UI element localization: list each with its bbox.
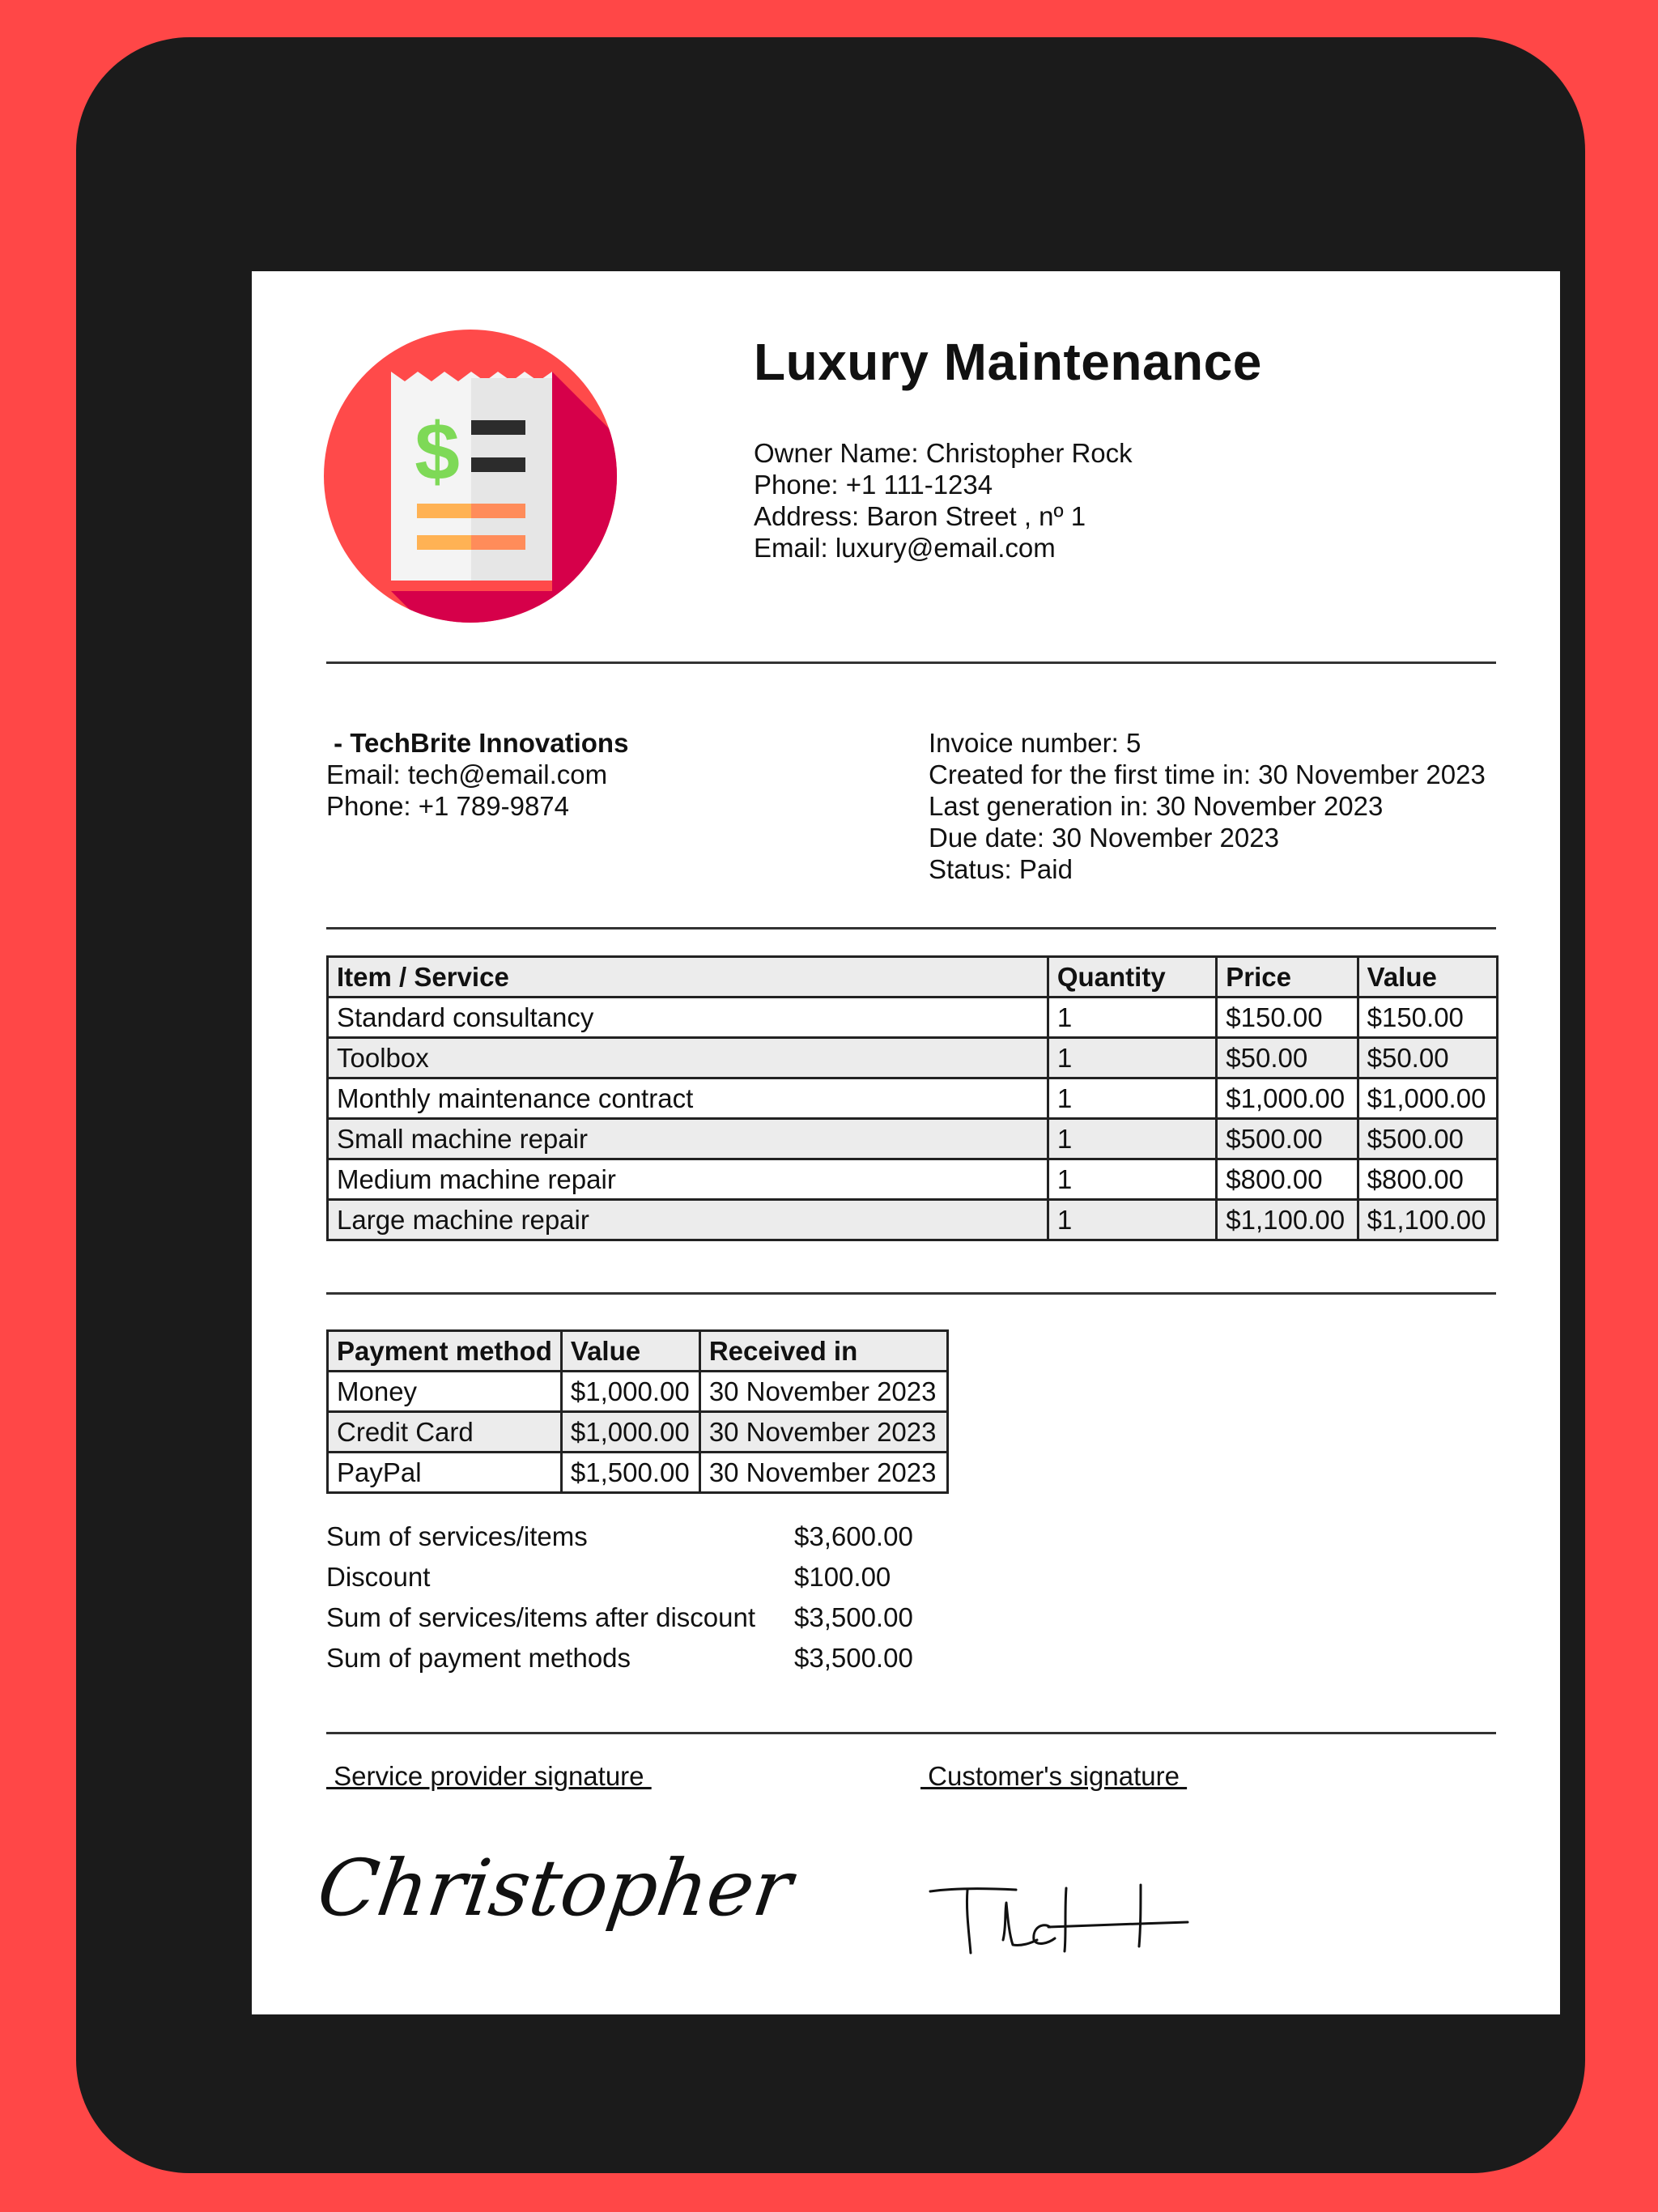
column-header: Value [561, 1331, 699, 1372]
payment-method: PayPal [328, 1453, 562, 1493]
items-table [326, 955, 1499, 1241]
table-row [328, 1119, 1498, 1159]
total-label: Discount [326, 1562, 431, 1592]
invoice-last-generation: Last generation in: 30 November 2023 [929, 791, 1384, 821]
customer-signature [929, 1870, 1204, 1967]
item-price: $50.00 [1217, 1038, 1358, 1078]
payment-method: Credit Card [328, 1412, 562, 1453]
item-value: $1,100.00 [1358, 1200, 1497, 1240]
table-row [328, 1412, 948, 1453]
tablet-frame [76, 37, 1585, 2173]
table-header-row [328, 1331, 948, 1372]
item-name: Toolbox [328, 1038, 1048, 1078]
total-label: Sum of services/items after discount [326, 1602, 756, 1632]
item-quantity: 1 [1048, 998, 1216, 1038]
total-label: Sum of payment methods [326, 1643, 631, 1673]
table-row [328, 1200, 1498, 1240]
company-phone: Phone: +1 111-1234 [754, 470, 993, 500]
item-price: $500.00 [1217, 1119, 1358, 1159]
payment-date: 30 November 2023 [699, 1372, 947, 1412]
company-email: Email: luxury@email.com [754, 533, 1056, 563]
table-row [328, 1453, 948, 1493]
customer-phone: Phone: +1 789-9874 [326, 791, 570, 821]
item-value: $1,000.00 [1358, 1078, 1497, 1119]
item-quantity: 1 [1048, 1159, 1216, 1200]
item-name: Standard consultancy [328, 998, 1048, 1038]
customer-email: Email: tech@email.com [326, 759, 608, 789]
item-value: $50.00 [1358, 1038, 1497, 1078]
invoice-page [252, 271, 1560, 2014]
payment-method: Money [328, 1372, 562, 1412]
company-address: Address: Baron Street , nº 1 [754, 501, 1086, 531]
table-row [328, 1038, 1498, 1078]
column-header: Quantity [1048, 957, 1216, 998]
table-row [328, 998, 1498, 1038]
column-header: Received in [699, 1331, 947, 1372]
owner-name: Owner Name: Christopher Rock [754, 438, 1133, 468]
item-price: $1,000.00 [1217, 1078, 1358, 1119]
payment-date: 30 November 2023 [699, 1453, 947, 1493]
divider [326, 927, 1496, 929]
item-quantity: 1 [1048, 1038, 1216, 1078]
item-quantity: 1 [1048, 1078, 1216, 1119]
provider-signature [312, 1834, 798, 1980]
svg-text:$: $ [414, 406, 460, 497]
total-label: Sum of services/items [326, 1521, 588, 1551]
divider [326, 661, 1496, 664]
item-name: Large machine repair [328, 1200, 1048, 1240]
payment-value: $1,000.00 [561, 1412, 699, 1453]
item-price: $1,100.00 [1217, 1200, 1358, 1240]
invoice-created: Created for the first time in: 30 November 2023 [929, 759, 1486, 789]
item-value: $800.00 [1358, 1159, 1497, 1200]
table-row [328, 1078, 1498, 1119]
column-header: Price [1217, 957, 1358, 998]
item-value: $150.00 [1358, 998, 1497, 1038]
provider-signature-text: Christopher [312, 1842, 798, 1933]
item-name: Medium machine repair [328, 1159, 1048, 1200]
totals [326, 1516, 913, 1678]
customer-signature-label: Customer's signature [920, 1761, 1188, 1791]
total-value: $3,500.00 [794, 1643, 913, 1673]
column-header: Item / Service [328, 957, 1048, 998]
total-row [326, 1557, 891, 1597]
total-value: $3,500.00 [794, 1602, 913, 1632]
item-quantity: 1 [1048, 1119, 1216, 1159]
payment-date: 30 November 2023 [699, 1412, 947, 1453]
table-row [328, 1372, 948, 1412]
divider [326, 1292, 1496, 1295]
payment-value: $1,000.00 [561, 1372, 699, 1412]
provider-signature-label: Service provider signature [326, 1761, 652, 1791]
item-price: $150.00 [1217, 998, 1358, 1038]
total-row [326, 1516, 913, 1557]
invoice-due-date: Due date: 30 November 2023 [929, 823, 1279, 853]
total-row [326, 1638, 913, 1678]
invoice-status: Status: Paid [929, 854, 1073, 884]
item-quantity: 1 [1048, 1200, 1216, 1240]
payment-value: $1,500.00 [561, 1453, 699, 1493]
table-header-row [328, 957, 1498, 998]
company-details [754, 437, 1133, 564]
column-header: Payment method [328, 1331, 562, 1372]
item-name: Monthly maintenance contract [328, 1078, 1048, 1119]
customer-name: - TechBrite Innovations [326, 728, 629, 758]
item-value: $500.00 [1358, 1119, 1497, 1159]
divider [326, 1732, 1496, 1734]
table-row [328, 1159, 1498, 1200]
customer-details [326, 727, 628, 822]
payments-table [326, 1329, 949, 1494]
total-value: $100.00 [794, 1562, 891, 1592]
receipt-logo-icon [324, 330, 617, 623]
item-price: $800.00 [1217, 1159, 1358, 1200]
company-name: Luxury Maintenance [754, 333, 1262, 391]
invoice-meta [929, 727, 1486, 885]
total-value: $3,600.00 [794, 1521, 913, 1551]
invoice-number: Invoice number: 5 [929, 728, 1141, 758]
total-row [326, 1597, 913, 1638]
column-header: Value [1358, 957, 1497, 998]
item-name: Small machine repair [328, 1119, 1048, 1159]
